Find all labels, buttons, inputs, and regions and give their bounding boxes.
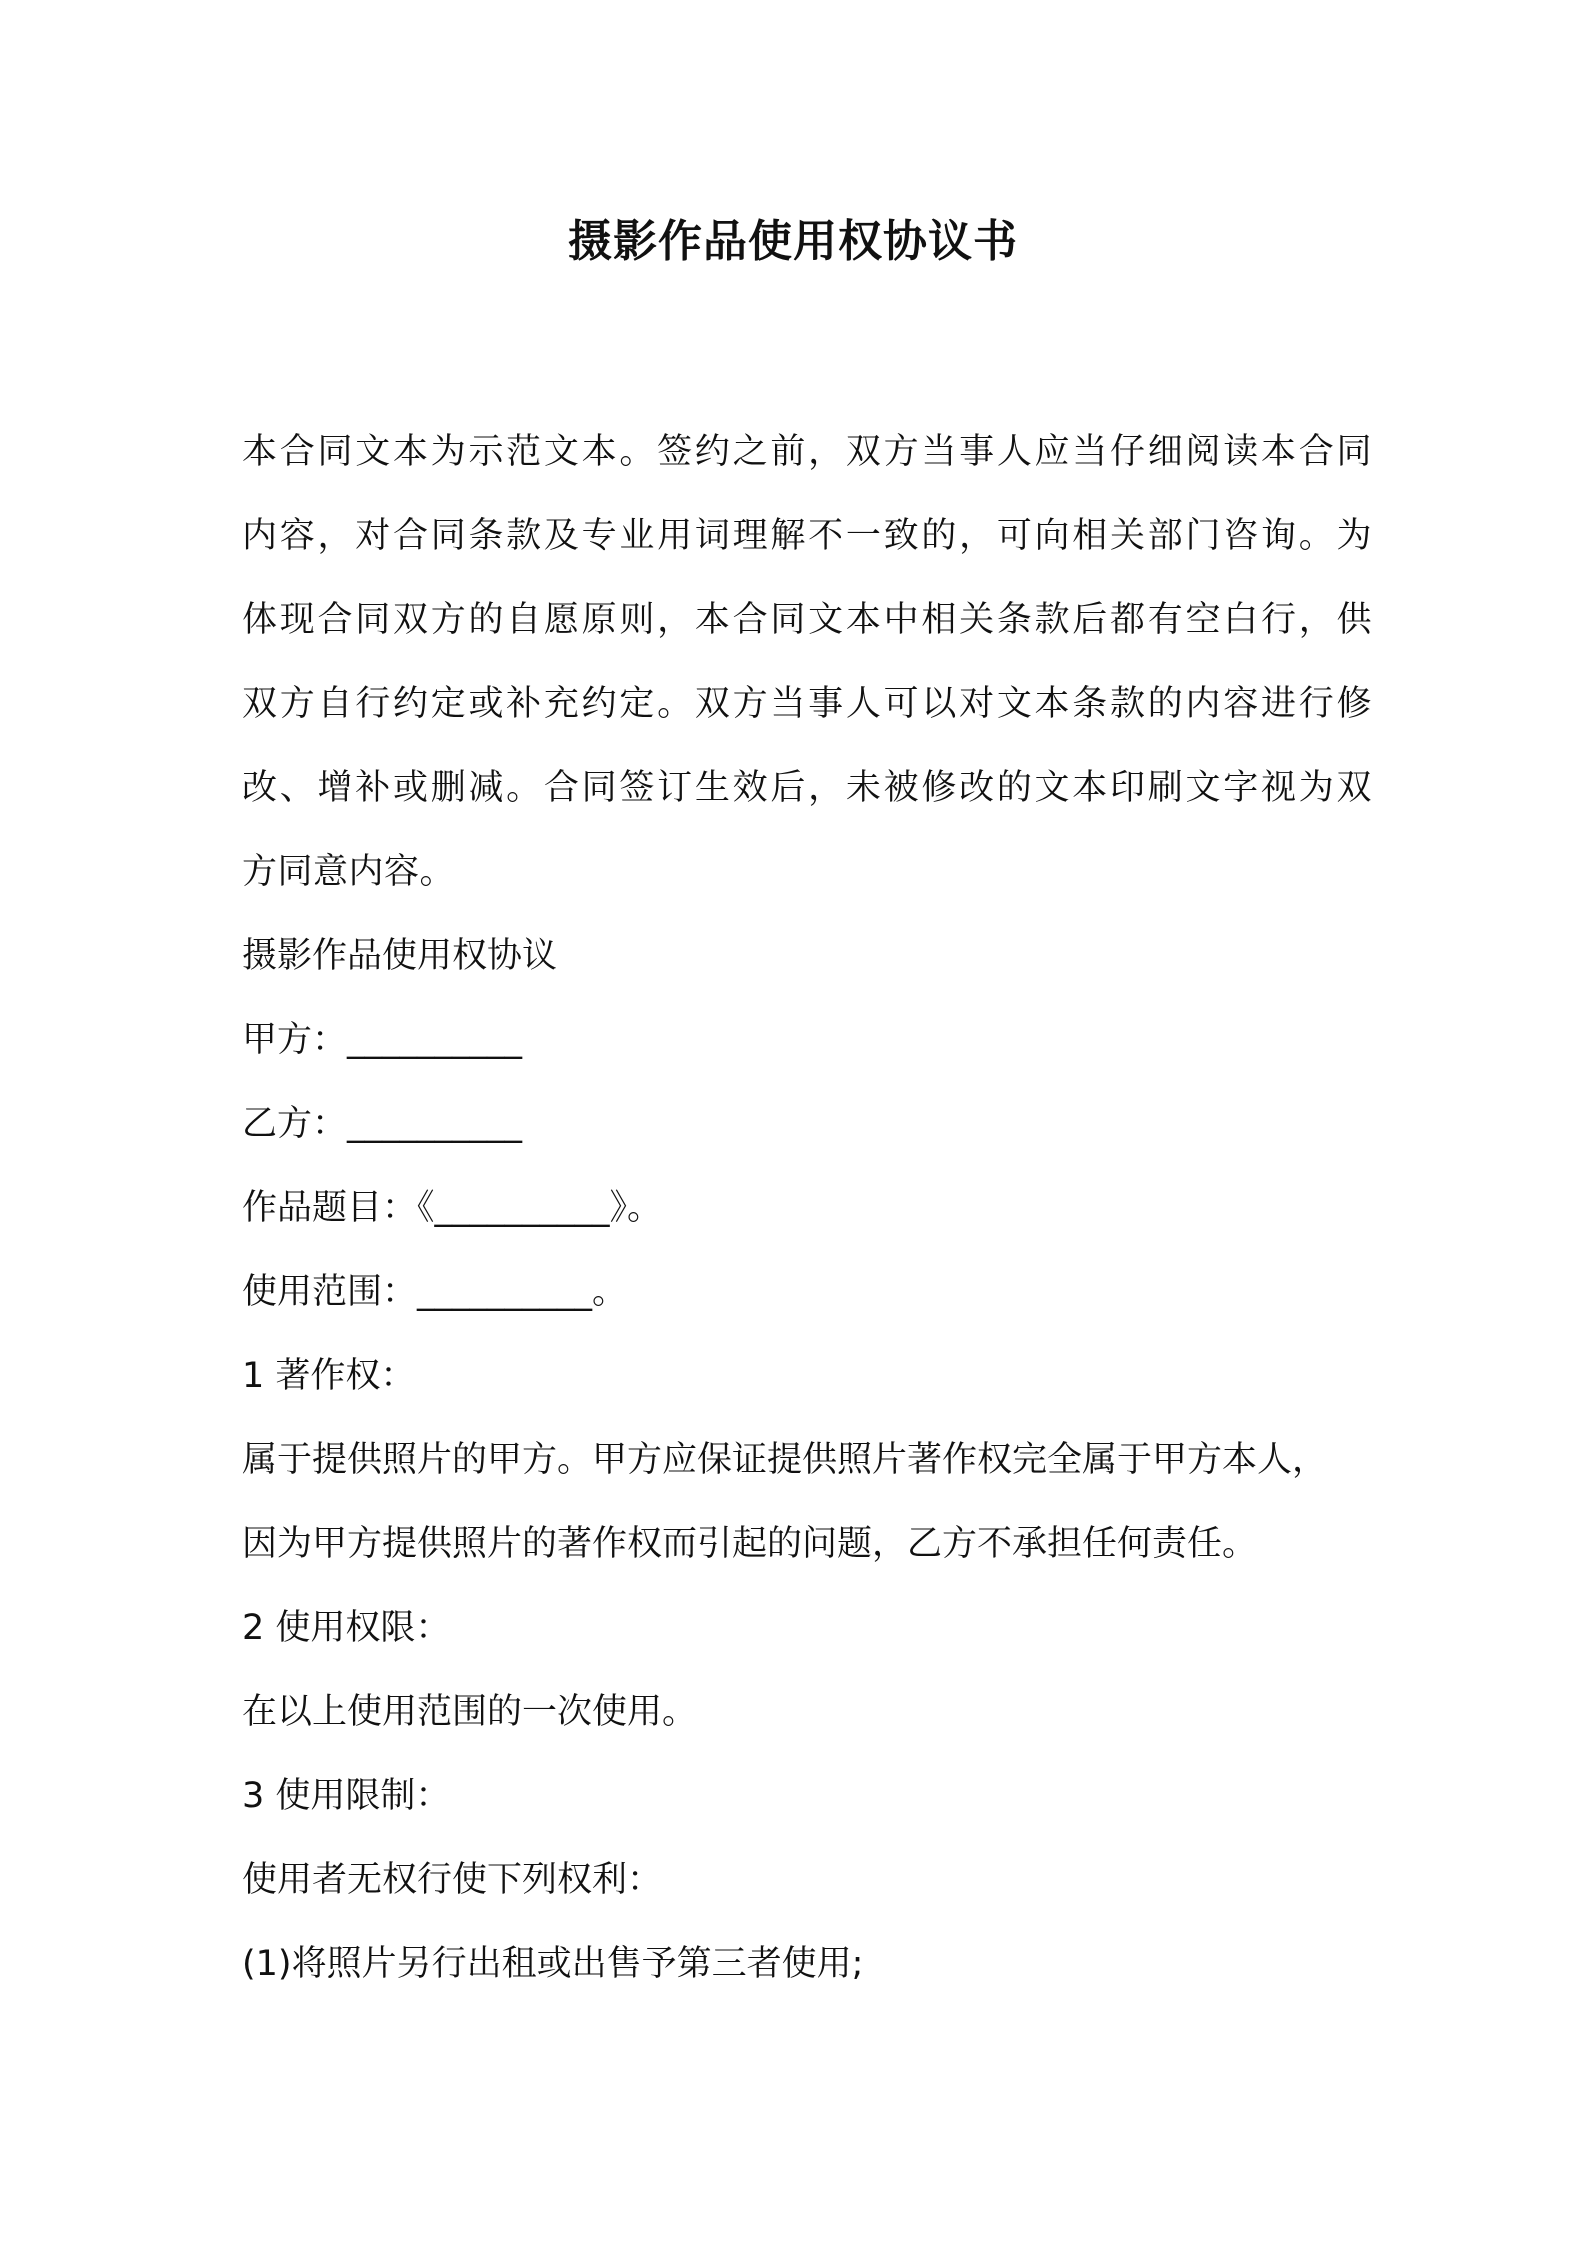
section1-line: 因为甲方提供照片的著作权而引起的问题，乙方不承担任何责任。 [242,1524,1258,1564]
document-body [242,410,1372,2006]
intro-line: 内容，对合同条款及专业用词理解不一致的，可向相关部门咨询。为 [242,516,1372,556]
agreement-name: 摄影作品使用权协议 [242,936,558,976]
intro-paragraph [242,410,1372,914]
section1-line: 属于提供照片的甲方。甲方应保证提供照片著作权完全属于甲方本人， [242,1440,1328,1480]
document-title: 摄影作品使用权协议书 [568,216,1018,267]
section3-heading: 3 使用限制： [242,1776,451,1816]
party-a-field: 甲方：__________ [242,1020,523,1060]
usage-scope-field: 使用范围：__________。 [242,1272,628,1312]
section2-text: 在以上使用范围的一次使用。 [242,1692,698,1732]
section3-intro: 使用者无权行使下列权利： [242,1860,663,1900]
section3-item: (1)将照片另行出租或出售予第三者使用; [242,1944,864,1984]
party-b-field: 乙方：__________ [242,1104,523,1144]
intro-line: 体现合同双方的自愿原则，本合同文本中相关条款后都有空白行，供 [242,600,1372,640]
intro-line: 改、增补或删减。合同签订生效后，未被修改的文本印刷文字视为双 [242,768,1372,808]
work-title-field: 作品题目：《__________》。 [242,1188,663,1228]
intro-line: 本合同文本为示范文本。签约之前，双方当事人应当仔细阅读本合同 [242,432,1372,472]
section1-heading: 1 著作权： [242,1356,416,1396]
intro-line: 方同意内容。 [242,852,456,892]
section2-heading: 2 使用权限： [242,1608,451,1648]
intro-line: 双方自行约定或补充约定。双方当事人可以对文本条款的内容进行修 [242,684,1372,724]
